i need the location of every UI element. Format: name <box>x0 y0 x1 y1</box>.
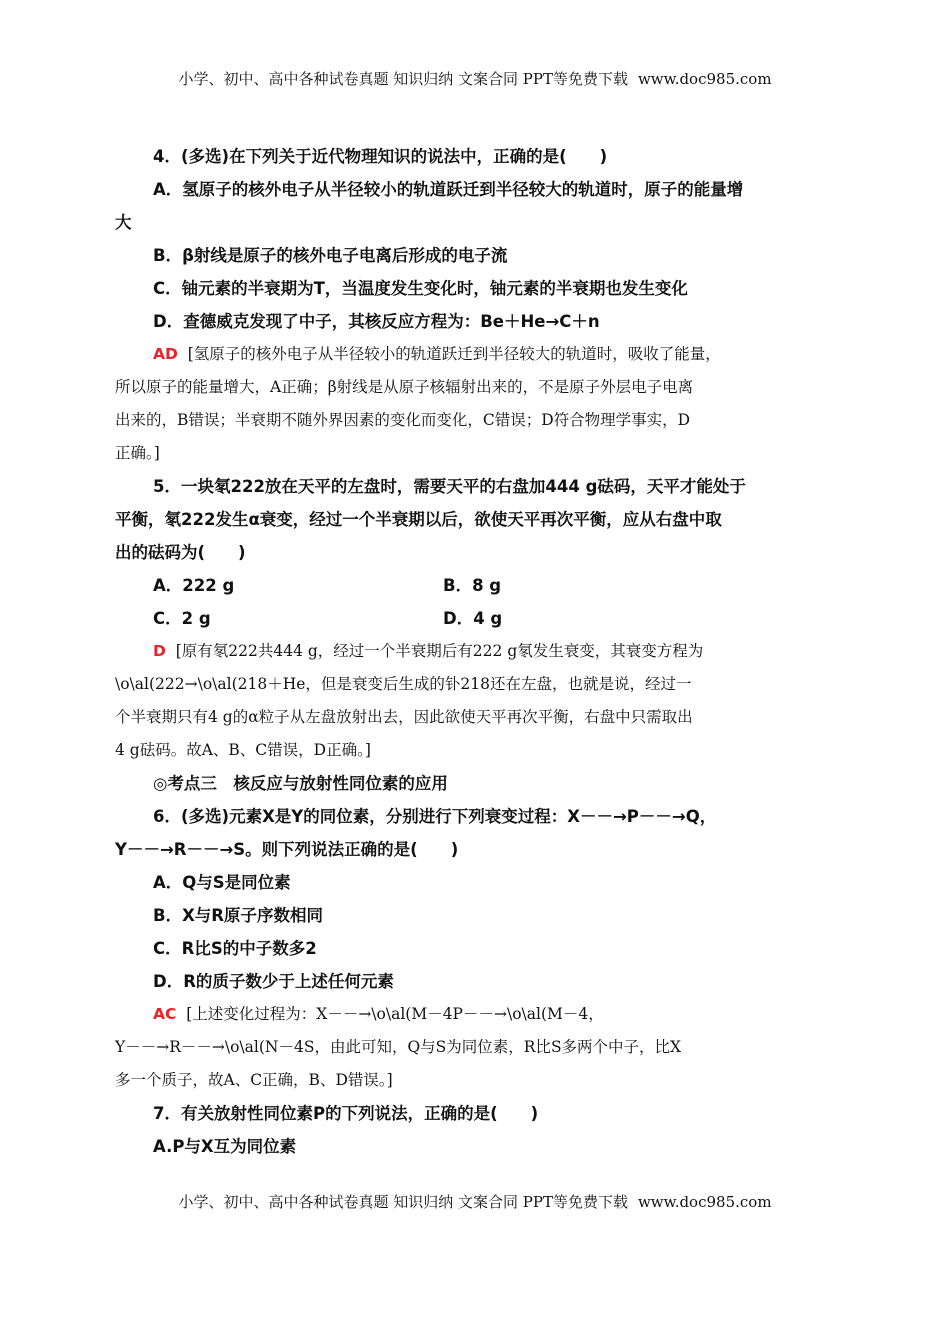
q5-stem-line3: 出的砝码为( ) <box>115 543 246 562</box>
section-title: ◎考点三 核反应与放射性同位素的应用 <box>153 774 448 793</box>
q5-option-b: B．8 g <box>443 576 502 595</box>
q5-option-d: D．4 g <box>443 609 503 628</box>
q4-stem: 4．(多选)在下列关于近代物理知识的说法中，正确的是( ) <box>153 147 608 166</box>
page-header <box>0 68 950 89</box>
q6-option-d: D．R的质子数少于上述任何元素 <box>153 972 394 991</box>
page-footer <box>0 1191 950 1212</box>
q4-explanation-line4: 正确。] <box>115 444 160 462</box>
q5-explanation-line2: \o\al(222→\o\al(218＋He，但是衰变后生成的钋218还在左盘，也就是说，经过一 <box>115 675 692 693</box>
q5-option-c: C．2 g <box>153 609 211 628</box>
q4-option-d: D．查德威克发现了中子，其核反应方程为：Be＋He→C＋n <box>153 312 600 331</box>
q4-explanation-line1 <box>115 338 837 371</box>
q7-stem: 7．有关放射性同位素P的下列说法，正确的是( ) <box>153 1104 539 1123</box>
q6-explanation-line3: 多一个质子，故A、C正确，B、D错误。] <box>115 1071 393 1089</box>
q5-option-a: A．222 g <box>153 576 235 595</box>
q5-options-row1 <box>115 569 837 602</box>
q4-explanation-line3: 出来的，B错误；半衰期不随外界因素的变化而变化，C错误；D符合物理学事实，D <box>115 411 691 429</box>
q6-exp-1: [上述变化过程为：X－－→\o\al(M－4P－－→\o\al(M－4， <box>186 1005 604 1023</box>
q6-option-b: B．X与R原子序数相同 <box>153 906 324 925</box>
q5-explanation-line4: 4 g砝码。故A、B、C错误，D正确。] <box>115 741 371 759</box>
q4-explanation-line2: 所以原子的能量增大，A正确；β射线是从原子核辐射出来的，不是原子外层电子电离 <box>115 378 694 396</box>
q6-stem-line2: Y－－→R－－→S。则下列说法正确的是( ) <box>115 840 459 859</box>
header-text: 小学、初中、高中各种试卷真题 知识归纳 文案合同 PPT等免费下载 <box>178 70 628 88</box>
q5-stem-line1: 5．一块氡222放在天平的左盘时，需要天平的右盘加444 g砝码，天平才能处于 <box>153 477 746 496</box>
q5-answer: D <box>153 642 166 660</box>
document-body <box>115 140 837 1163</box>
q4-option-c: C．铀元素的半衰期为T，当温度发生变化时，铀元素的半衰期也发生变化 <box>153 279 688 298</box>
q4-exp-1: [氢原子的核外电子从半径较小的轨道跃迁到半径较大的轨道时，吸收了能量， <box>187 345 721 363</box>
q4-option-a-line1: A．氢原子的核外电子从半径较小的轨道跃迁到半径较大的轨道时，原子的能量增 <box>153 180 744 199</box>
header-site: www.doc985.com <box>637 70 772 88</box>
footer-text: 小学、初中、高中各种试卷真题 知识归纳 文案合同 PPT等免费下载 <box>178 1193 628 1211</box>
q4-option-a-line2: 大 <box>115 213 132 232</box>
q5-stem-line2: 平衡，氡222发生α衰变，经过一个半衰期以后，欲使天平再次平衡，应从右盘中取 <box>115 510 722 529</box>
q6-answer: AC <box>153 1005 177 1023</box>
q4-option-b: B．β射线是原子的核外电子电离后形成的电子流 <box>153 246 508 265</box>
q4-answer: AD <box>153 345 178 363</box>
q5-explanation-line3: 个半衰期只有4 g的α粒子从左盘放射出去，因此欲使天平再次平衡，右盘中只需取出 <box>115 708 693 726</box>
q6-explanation-line1 <box>115 998 837 1031</box>
q5-exp-1: [原有氡222共444 g，经过一个半衰期后有222 g氡发生衰变，其衰变方程为 <box>175 642 704 660</box>
q5-explanation-line1 <box>115 635 837 668</box>
q6-option-a: A．Q与S是同位素 <box>153 873 291 892</box>
q7-option-a: A.P与X互为同位素 <box>153 1137 297 1156</box>
footer-site: www.doc985.com <box>637 1193 772 1211</box>
q6-option-c: C．R比S的中子数多2 <box>153 939 317 958</box>
q5-options-row2 <box>115 602 837 635</box>
q6-stem-line1: 6．(多选)元素X是Y的同位素，分别进行下列衰变过程：X－－→P－－→Q， <box>153 807 717 826</box>
q6-explanation-line2: Y－－→R－－→\o\al(N－4S，由此可知，Q与S为同位素，R比S多两个中子，比X <box>115 1038 682 1056</box>
